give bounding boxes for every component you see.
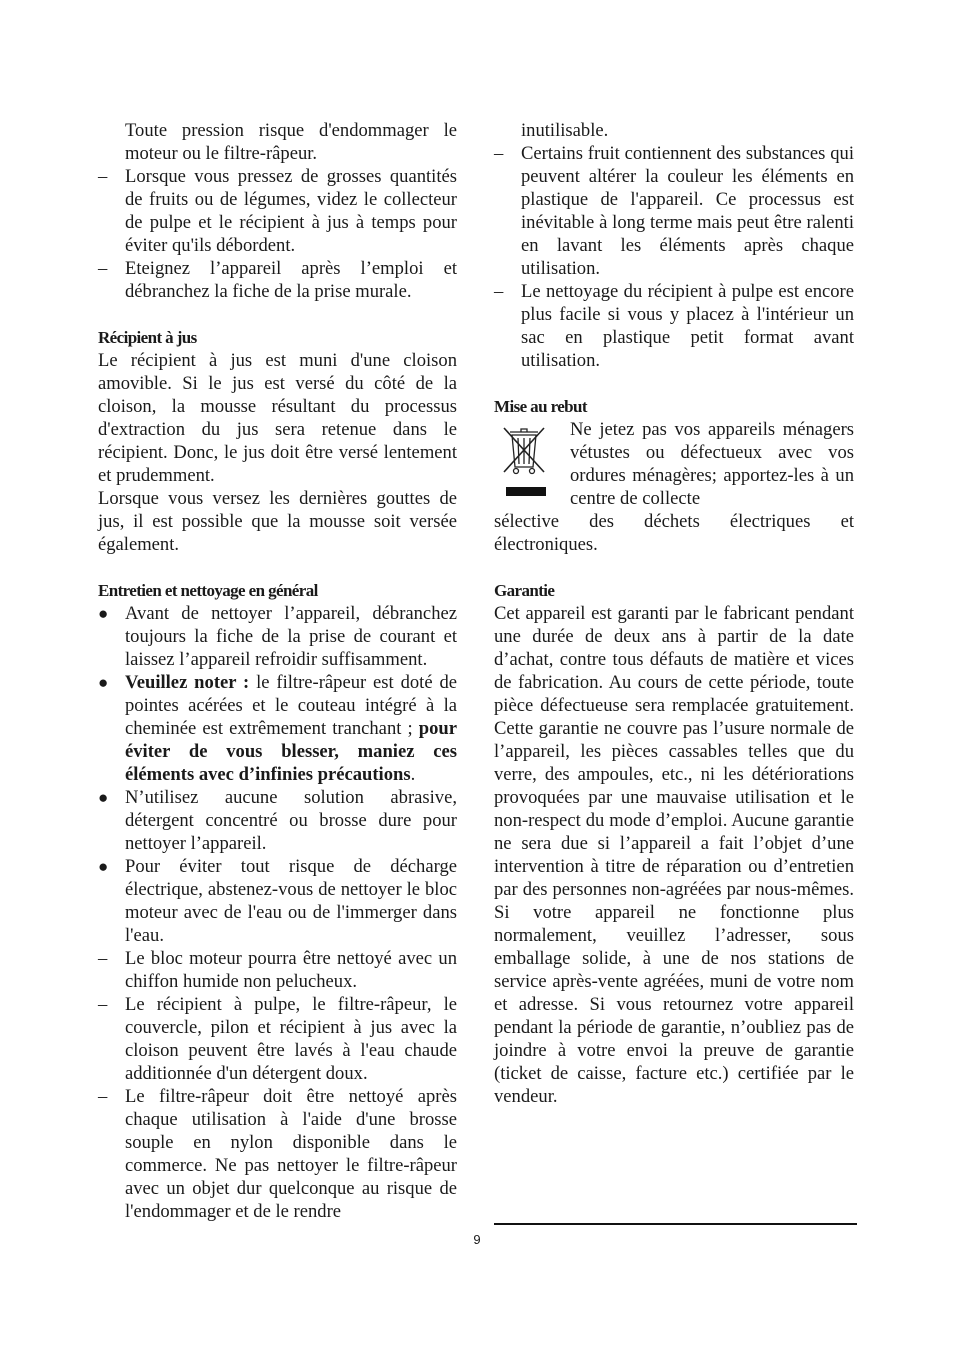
dash-item	[494, 142, 854, 280]
bullet-marker: ●	[98, 857, 109, 876]
recipient-paragraph-1: Le récipient à jus est muni d'une cloison amovible. Si le jus est versé du côté de la cloison, la mousse résultant du processus d'extraction du jus sera retenue dans le récipient. Donc, le jus doit être versé lentement et prudemment.	[98, 350, 457, 486]
warning-text: le filtre-râpeur est doté de pointes acérées et le couteau intégré à la cheminée est extrêmement tranchant ;	[125, 672, 457, 739]
rebut-heading: Mise au rebut	[494, 397, 587, 416]
garantie-heading: Garantie	[494, 581, 555, 600]
dash-marker: –	[494, 143, 504, 164]
bullet-item	[98, 855, 457, 947]
bullet-item-text: Pour éviter tout risque de décharge électrique, abstenez-vous de nettoyer le bloc moteur avec de l'eau ou de l'immerger dans l'eau.	[125, 856, 457, 946]
recipient-heading: Récipient à jus	[98, 328, 197, 347]
dash-item	[98, 1085, 457, 1223]
dash-item	[494, 280, 854, 372]
dash-item-text: Eteignez l’appareil après l’emploi et débranchez la fiche de la prise murale.	[125, 258, 457, 302]
bullet-item	[98, 602, 457, 671]
dash-item	[98, 257, 457, 303]
dash-marker: –	[98, 948, 108, 969]
bullet-item	[98, 786, 457, 855]
garantie-paragraph: Cet appareil est garanti par le fabricant pendant une durée de deux ans à partir de la date d’achat, contre tous défauts de matière et vices de fabrication. Au cours de cette période, toute pièce défectueuse sera remplacée gratuitement. Cette garantie ne couvre pas l’usure normale de l’appareil, les pièces cassables telles que du verre, des ampoules, etc., ni les détériorations provoquées par une mauvaise utilisation et le non-respect du mode d’emploi. Aucune garantie ne sera due si l’appareil a fait l’objet d’une intervention à titre de réparation ou d’entretien par des personnes non-agréées par nous-mêmes. Si votre appareil ne fonctionne plus normalement, veuillez l’adresser, sous emballage solide, à une de nos stations de service après-vente agréées, muni de votre nom et adresse. Si vous retournez votre appareil pendant la période de garantie, n’oubliez pas de joindre à votre envoi la preuve de garantie (ticket de caisse, facture etc.) certifiée par le vendeur.	[494, 603, 854, 1107]
dash-item-text: Certains fruit contiennent des substances qui peuvent altérer la couleur les éléments en plastique de l'appareil. Ce processus est inévitable à long terme mais peut être ralenti en lavant les éléments après chaque utilisation.	[521, 143, 854, 279]
dash-item-text: Le filtre-râpeur doit être nettoyé après chaque utilisation à l'aide d'une brosse souple en nylon disponible dans le commerce. Ne pas nettoyer le filtre-râpeur avec un objet dur quelconque au risque de l'endommager et de le rendre	[125, 1086, 457, 1222]
bullet-item-warning	[98, 671, 457, 786]
crossed-bin-icon	[494, 418, 554, 496]
entretien-heading: Entretien et nettoyage en général	[98, 581, 318, 600]
dash-marker: –	[98, 994, 108, 1015]
dash-marker: –	[98, 166, 108, 187]
left-column	[98, 119, 457, 1223]
warning-label: Veuillez noter :	[125, 672, 250, 693]
dash-item	[98, 947, 457, 993]
bullet-marker: ●	[98, 673, 109, 692]
dash-marker: –	[98, 258, 108, 279]
warning-emphasis: pour éviter de vous blesser, maniez ces éléments avec d’infinies précautions	[125, 718, 457, 785]
dash-marker: –	[494, 281, 504, 302]
dash-item	[98, 993, 457, 1085]
rebut-section	[494, 418, 854, 556]
dash-item-text: Le bloc moteur pourra être nettoyé avec un chiffon humide non pelucheux.	[125, 948, 457, 992]
warning-end: .	[410, 764, 416, 785]
rebut-text-continued: sélective des déchets électriques et électroniques.	[494, 511, 854, 555]
dash-item-text: Le récipient à pulpe, le filtre-râpeur, le couvercle, pilon et récipient à jus avec la cloison peuvent être lavés à l'eau chaude additionnée d'un détergent doux.	[125, 994, 457, 1084]
dash-item-text: Le nettoyage du récipient à pulpe est encore plus facile si vous y placez à l'intérieur un sac en plastique petit format avant utilisation.	[521, 281, 854, 371]
bullet-item-text: N’utilisez aucune solution abrasive, détergent concentré ou brosse dure pour nettoyer l’appareil.	[125, 787, 457, 854]
dash-marker: –	[98, 1086, 108, 1107]
continued-text: inutilisable.	[521, 120, 609, 141]
footer-rule	[494, 1223, 857, 1225]
continued-text: Toute pression risque d'endommager le moteur ou le filtre-râpeur.	[125, 120, 457, 164]
recipient-paragraph-2: Lorsque vous versez les dernières gouttes de jus, il est possible que la mousse soit versée également.	[98, 488, 457, 555]
right-column	[494, 119, 854, 1108]
dash-item-text: Lorsque vous pressez de grosses quantités de fruits ou de légumes, videz le collecteur de pulpe et le récipient à jus à temps pour éviter qu'ils débordent.	[125, 166, 457, 256]
rebut-text: Ne jetez pas vos appareils ménagers vétustes ou défectueux avec vos ordures ménagères; apportez-les à un centre de collecte	[570, 419, 854, 509]
bullet-marker: ●	[98, 604, 109, 623]
bullet-item-text: Avant de nettoyer l’appareil, débranchez toujours la fiche de la prise de courant et laissez l’appareil refroidir suffisamment.	[125, 603, 457, 670]
dash-item	[98, 165, 457, 257]
page-number: 9	[473, 1232, 481, 1247]
bullet-marker: ●	[98, 788, 109, 807]
